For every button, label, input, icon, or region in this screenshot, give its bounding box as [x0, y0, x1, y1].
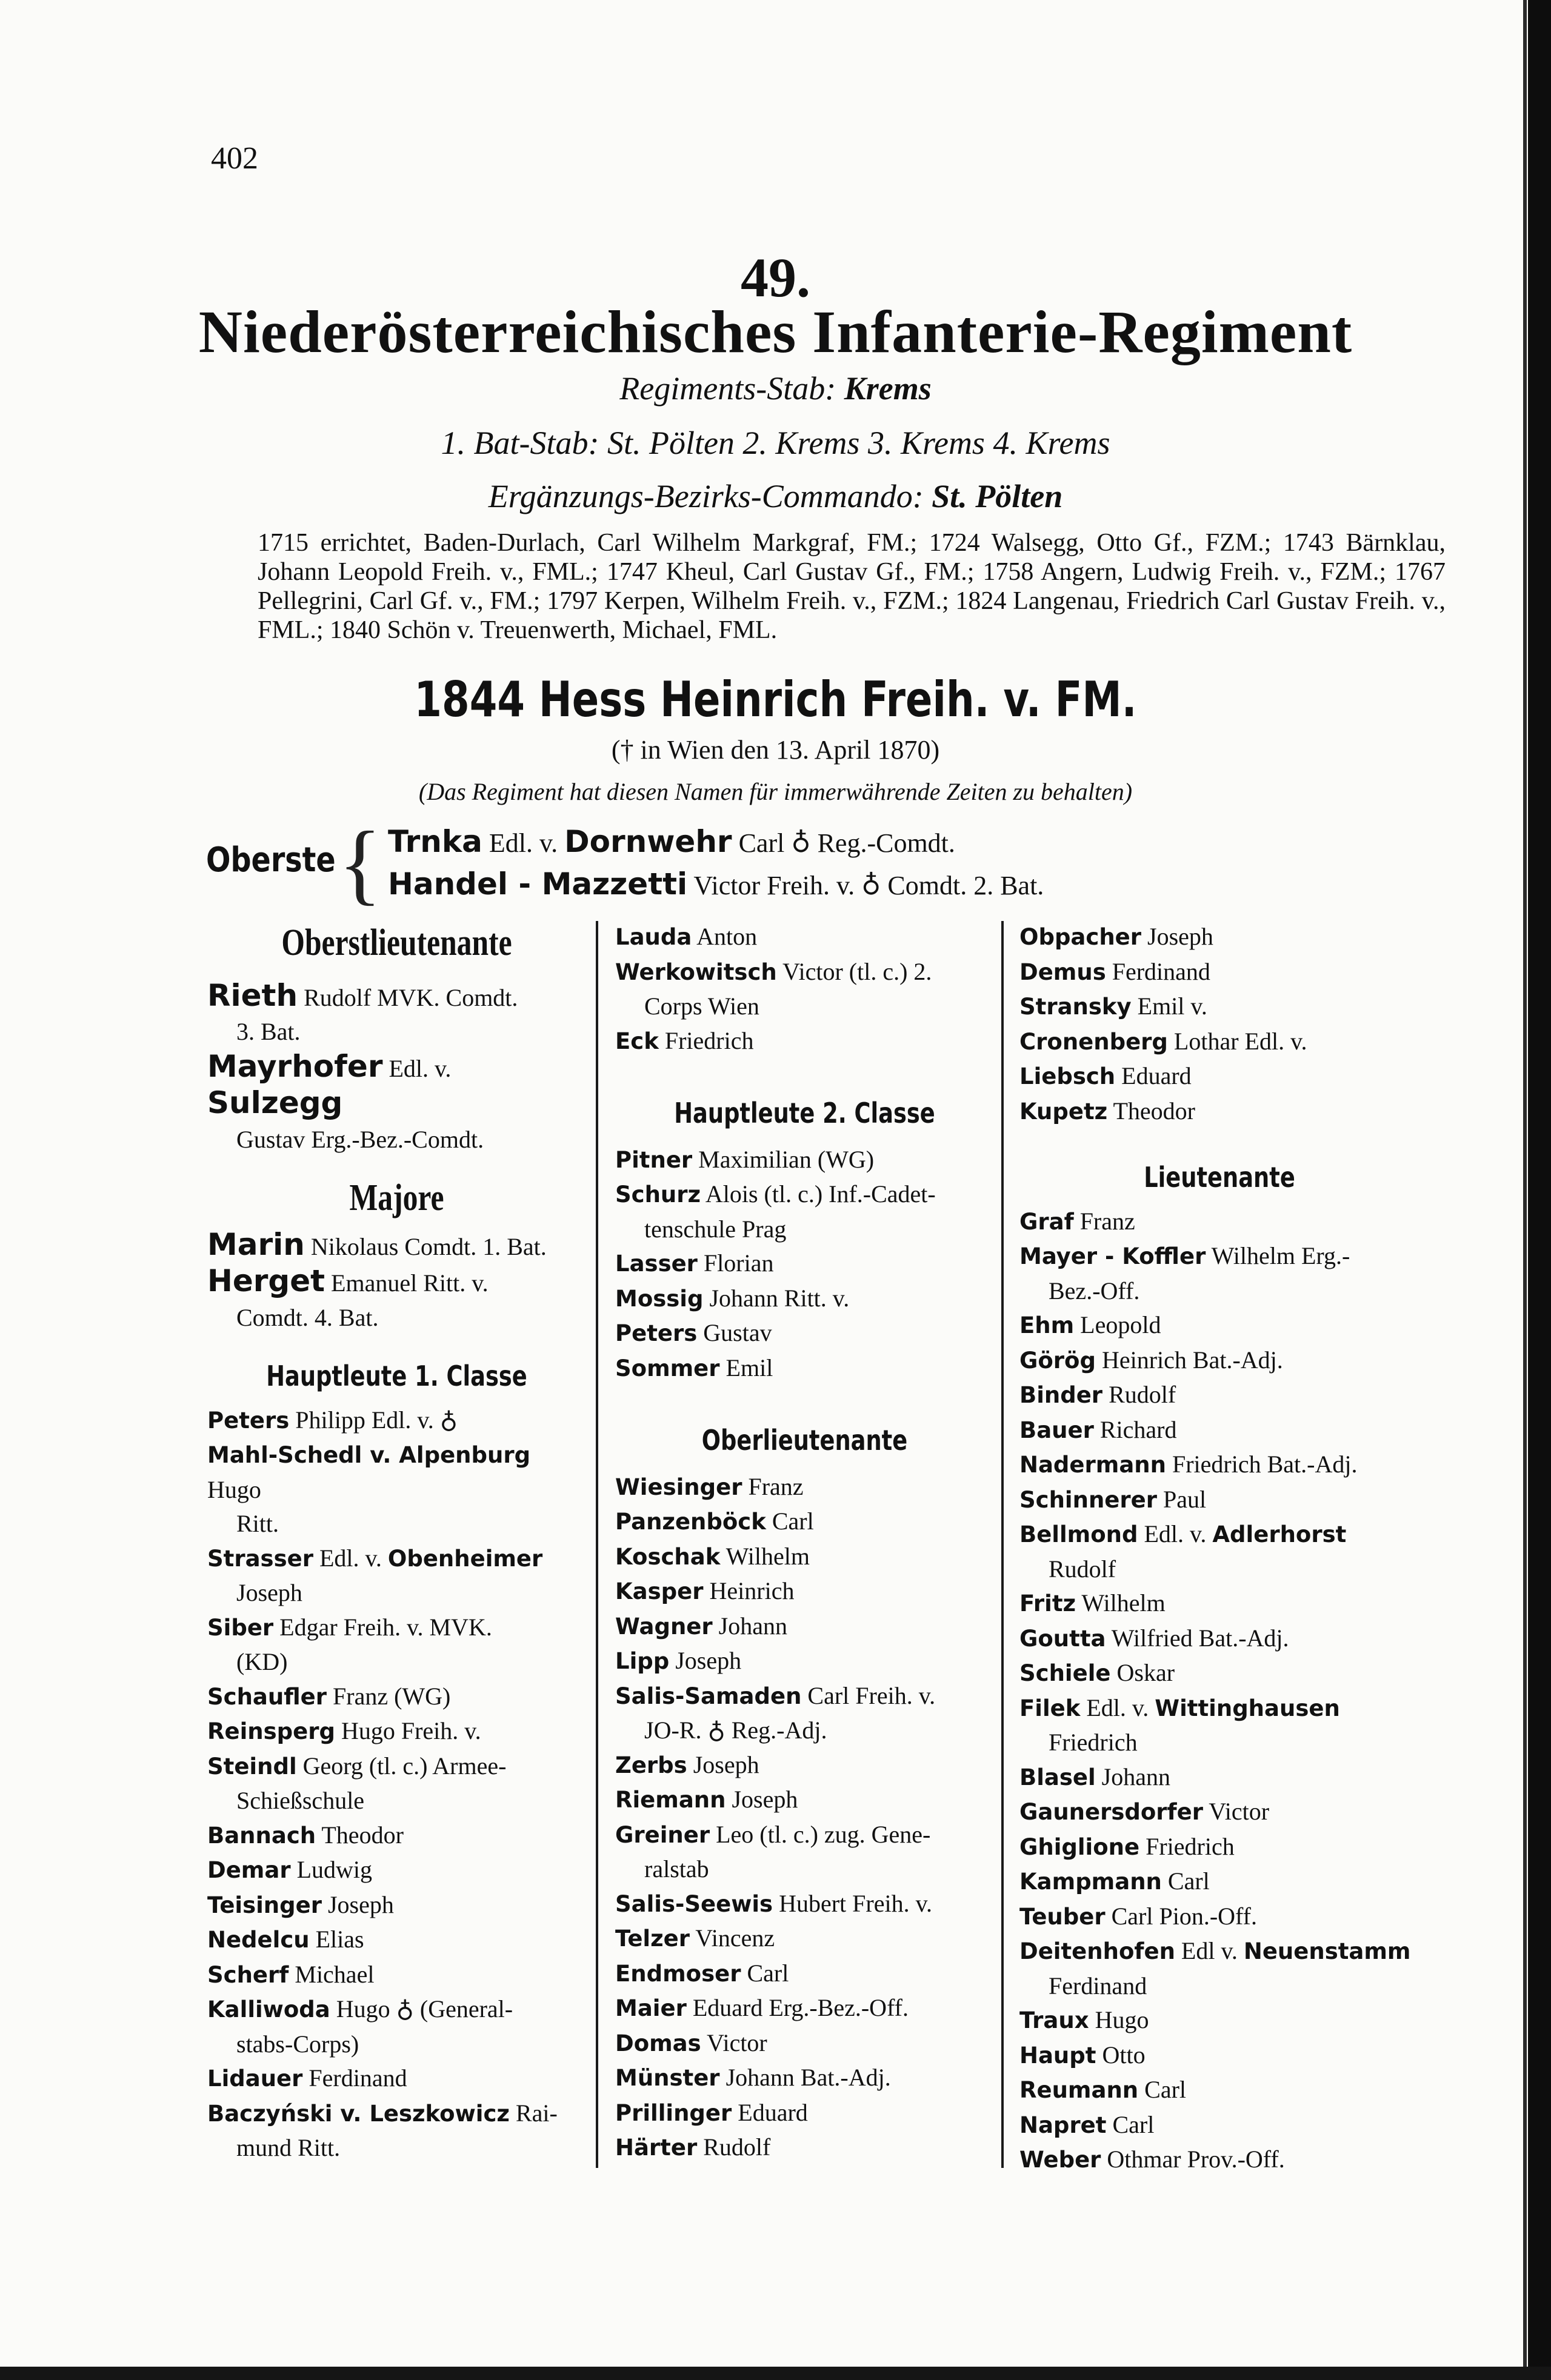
regiment-title: Niederösterreichisches Infanterie-Regiment: [198, 298, 1353, 365]
list-item: Lasser Florian: [615, 1249, 774, 1277]
list-item: Kasper Heinrich: [615, 1577, 795, 1604]
list-hauptleute-1: [207, 1403, 586, 2166]
list-item: Weber Othmar Prov.-Off.: [1019, 2146, 1285, 2173]
list-item: Demus Ferdinand: [1019, 957, 1210, 985]
list-item: Steindl Georg (tl. c.) Armee- Schießschule: [207, 1752, 507, 1814]
list-item: Mayer - Koffler Wilhelm Erg.- Bez.-Off.: [1019, 1242, 1350, 1305]
list-item: Salis-Seewis Hubert Freih. v.: [615, 1889, 933, 1917]
list-item: Mayrhofer Edl. v. Sulzegg Gustav Erg.-Bez.-Comdt.: [207, 1048, 484, 1153]
list-item: Scherf Michael: [207, 1960, 375, 1988]
list-item: Binder Rudolf: [1019, 1381, 1176, 1408]
list-item: Marin Nikolaus Comdt. 1. Bat.: [207, 1226, 547, 1262]
list-item: Endmoser Carl: [615, 1959, 789, 1987]
owner-death-note: († in Wien den 13. April 1870): [611, 735, 940, 765]
list-item: Reinsperg Hugo Freih. v.: [207, 1717, 481, 1744]
list-item: Gaunersdorfer Victor: [1019, 1798, 1270, 1825]
column-rule: [596, 921, 598, 2168]
list-item: Teisinger Joseph: [207, 1890, 394, 1918]
column-3: [1019, 920, 1419, 2178]
list-item: Sommer Emil: [615, 1354, 773, 1381]
oberst-entry: Trnka Edl. v. Dornwehr Carl ♁ Reg.-Comdt.: [388, 824, 955, 859]
oberste-label: Oberste: [206, 840, 336, 880]
list-item: Cronenberg Lothar Edl. v.: [1019, 1027, 1307, 1055]
list-item: Peters Gustav: [615, 1319, 772, 1346]
list-item: Eck Friedrich: [615, 1026, 754, 1054]
list-item: Greiner Leo (tl. c.) zug. Gene- ralstab: [615, 1820, 931, 1883]
battalion-staffs: 1. Bat-Stab: St. Pölten 2. Krems 3. Krems 4. Krems: [441, 425, 1110, 461]
list-item: Panzenböck Carl: [615, 1507, 814, 1535]
recruiting-district: Ergänzungs-Bezirks-Commando: St. Pölten: [488, 478, 1063, 514]
list-item: Telzer Vincenz: [615, 1924, 775, 1952]
list-item: Reumann Carl: [1019, 2076, 1187, 2103]
section-header-oberstlieutenante: Oberstlieutenante: [281, 922, 512, 963]
column-1: [207, 920, 586, 2166]
list-item: Wiesinger Franz: [615, 1472, 804, 1500]
list-item: Deitenhofen Edl v. Neuenstamm Ferdinand: [1019, 1937, 1411, 1999]
list-item: Schiele Oskar: [1019, 1659, 1175, 1686]
page-number: 402: [211, 141, 258, 176]
list-item: Siber Edgar Freih. v. MVK. (KD): [207, 1613, 492, 1675]
list-hauptleute-2: [615, 1143, 994, 1386]
decoration-icon: ♁: [861, 870, 881, 901]
list-item: Ghiglione Friedrich: [1019, 1832, 1235, 1860]
section-header-majore: Majore: [349, 1177, 444, 1218]
list-item: Nedelcu Elias: [207, 1926, 364, 1953]
list-item: Domas Victor: [615, 2029, 767, 2056]
section-header-hauptleute-2: Hauptleute 2. Classe: [674, 1097, 935, 1129]
list-item: Koschak Wilhelm: [615, 1542, 810, 1570]
decoration-icon: ♁: [791, 828, 811, 859]
list-item: Maier Eduard Erg.-Bez.-Off.: [615, 1994, 909, 2021]
regiment-number: 49.: [741, 247, 810, 308]
list-item: Pitner Maximilian (WG): [615, 1145, 875, 1173]
list-item: Schinnerer Paul: [1019, 1485, 1207, 1513]
section-header-hauptleute-1: Hauptleute 1. Classe: [266, 1360, 527, 1392]
section-header-oberlieutenante: Oberlieutenante: [701, 1424, 908, 1457]
scan-edge-bottom: [0, 2367, 1551, 2380]
column-rule: [1001, 921, 1004, 2168]
section-header-lieutenante: Lieutenante: [1144, 1161, 1295, 1194]
list-item: Blasel Johann: [1019, 1763, 1170, 1790]
list-item: Ehm Leopold: [1019, 1311, 1161, 1338]
list-oberlieutenante: [615, 1470, 994, 2166]
list-item: Lauda Anton: [615, 923, 758, 950]
list-item: Lidauer Ferdinand: [207, 2064, 407, 2092]
list-item: Schurz Alois (tl. c.) Inf.-Cadet- tenschule Prag: [615, 1180, 936, 1243]
perpetual-name-note: (Das Regiment hat diesen Namen für immerwährende Zeiten zu behalten): [418, 778, 1133, 805]
list-item: Zerbs Joseph: [615, 1750, 759, 1778]
list-item: Nadermann Friedrich Bat.-Adj.: [1019, 1451, 1358, 1478]
list-item: Goutta Wilfried Bat.-Adj.: [1019, 1624, 1289, 1652]
list-item: Werkowitsch Victor (tl. c.) 2. Corps Wien: [615, 957, 932, 1020]
list-item: Bauer Richard: [1019, 1415, 1177, 1443]
column-2: [615, 920, 994, 2166]
list-item: Bannach Theodor: [207, 1821, 404, 1849]
list-item: Riemann Joseph: [615, 1786, 798, 1813]
regiment-staff: Regiments-Stab: Krems: [619, 370, 932, 407]
list-item: Obpacher Joseph: [1019, 923, 1213, 950]
regiment-owner: 1844 Hess Heinrich Freih. v. FM.: [414, 671, 1137, 728]
list-item: Herget Emanuel Ritt. v. Comdt. 4. Bat.: [207, 1263, 489, 1331]
list-item: Görög Heinrich Bat.-Adj.: [1019, 1346, 1283, 1374]
list-item: Peters Philipp Edl. v. ♁: [207, 1406, 458, 1434]
list-item: Napret Carl: [1019, 2110, 1155, 2138]
list-item: Haupt Otto: [1019, 2041, 1146, 2069]
list-item: Mossig Johann Ritt. v.: [615, 1284, 850, 1312]
list-item: Wagner Johann: [615, 1612, 787, 1640]
oberst-entry: Handel - Mazzetti Victor Freih. v. ♁ Comdt. 2. Bat.: [388, 866, 1044, 902]
list-item: Prillinger Eduard: [615, 2098, 808, 2126]
list-item: Münster Johann Bat.-Adj.: [615, 2064, 891, 2091]
list-item: Kampmann Carl: [1019, 1867, 1210, 1895]
list-item: Bellmond Edl. v. Adlerhorst Rudolf: [1019, 1520, 1347, 1583]
list-item: Demar Ludwig: [207, 1856, 373, 1883]
list-column-3-top: [1019, 920, 1419, 1129]
list-item: Härter Rudolf: [615, 2133, 771, 2161]
list-item: Traux Hugo: [1019, 2006, 1149, 2033]
list-item: Stransky Emil v.: [1019, 992, 1207, 1020]
list-lieutenante: [1019, 1205, 1419, 2178]
list-item: Kupetz Theodor: [1019, 1097, 1195, 1125]
list-item: Liebsch Eduard: [1019, 1062, 1192, 1089]
list-item: Graf Franz: [1019, 1207, 1135, 1235]
list-item: Strasser Edl. v. Obenheimer Joseph: [207, 1544, 543, 1606]
list-item: Mahl-Schedl v. Alpenburg Hugo Ritt.: [207, 1442, 531, 1537]
brace-icon: {: [338, 813, 382, 914]
list-item: Lipp Joseph: [615, 1647, 742, 1674]
list-item: Filek Edl. v. Wittinghausen Friedrich: [1019, 1694, 1340, 1756]
list-item: Schaufler Franz (WG): [207, 1682, 451, 1710]
list-column-2-top: [615, 920, 994, 1059]
list-item: Salis-Samaden Carl Freih. v. JO-R. ♁ Reg.-Adj.: [615, 1681, 936, 1744]
list-item: Teuber Carl Pion.-Off.: [1019, 1902, 1257, 1930]
regiment-history: 1715 errichtet, Baden-Durlach, Carl Wilhelm Markgraf, FM.; 1724 Walsegg, Otto Gf., FZM.; 1743 Bärnklau, Johann Leopold Freih. v., FML.; 1747 Kheul, Carl Gustav Gf., FM.; 1758 Angern, Ludwig Freih. v., FZM.; 1767 Pellegrini, Carl Gf. v., FM.; 1797 Kerpen, Wilhelm Freih. v., FZM.; 1824 Langenau, Friedrich Carl Gustav Freih. v., FML.; 1840 Schön v. Treuenwerth, Michael, FML.: [258, 529, 1446, 644]
list-item: Fritz Wilhelm: [1019, 1589, 1166, 1617]
list-item: Baczyński v. Leszkowicz Rai- mund Ritt.: [207, 2099, 558, 2161]
list-item: Kalliwoda Hugo ♁ (General- stabs-Corps): [207, 1995, 513, 2058]
list-item: Rieth Rudolf MVK. Comdt. 3. Bat.: [207, 977, 518, 1045]
